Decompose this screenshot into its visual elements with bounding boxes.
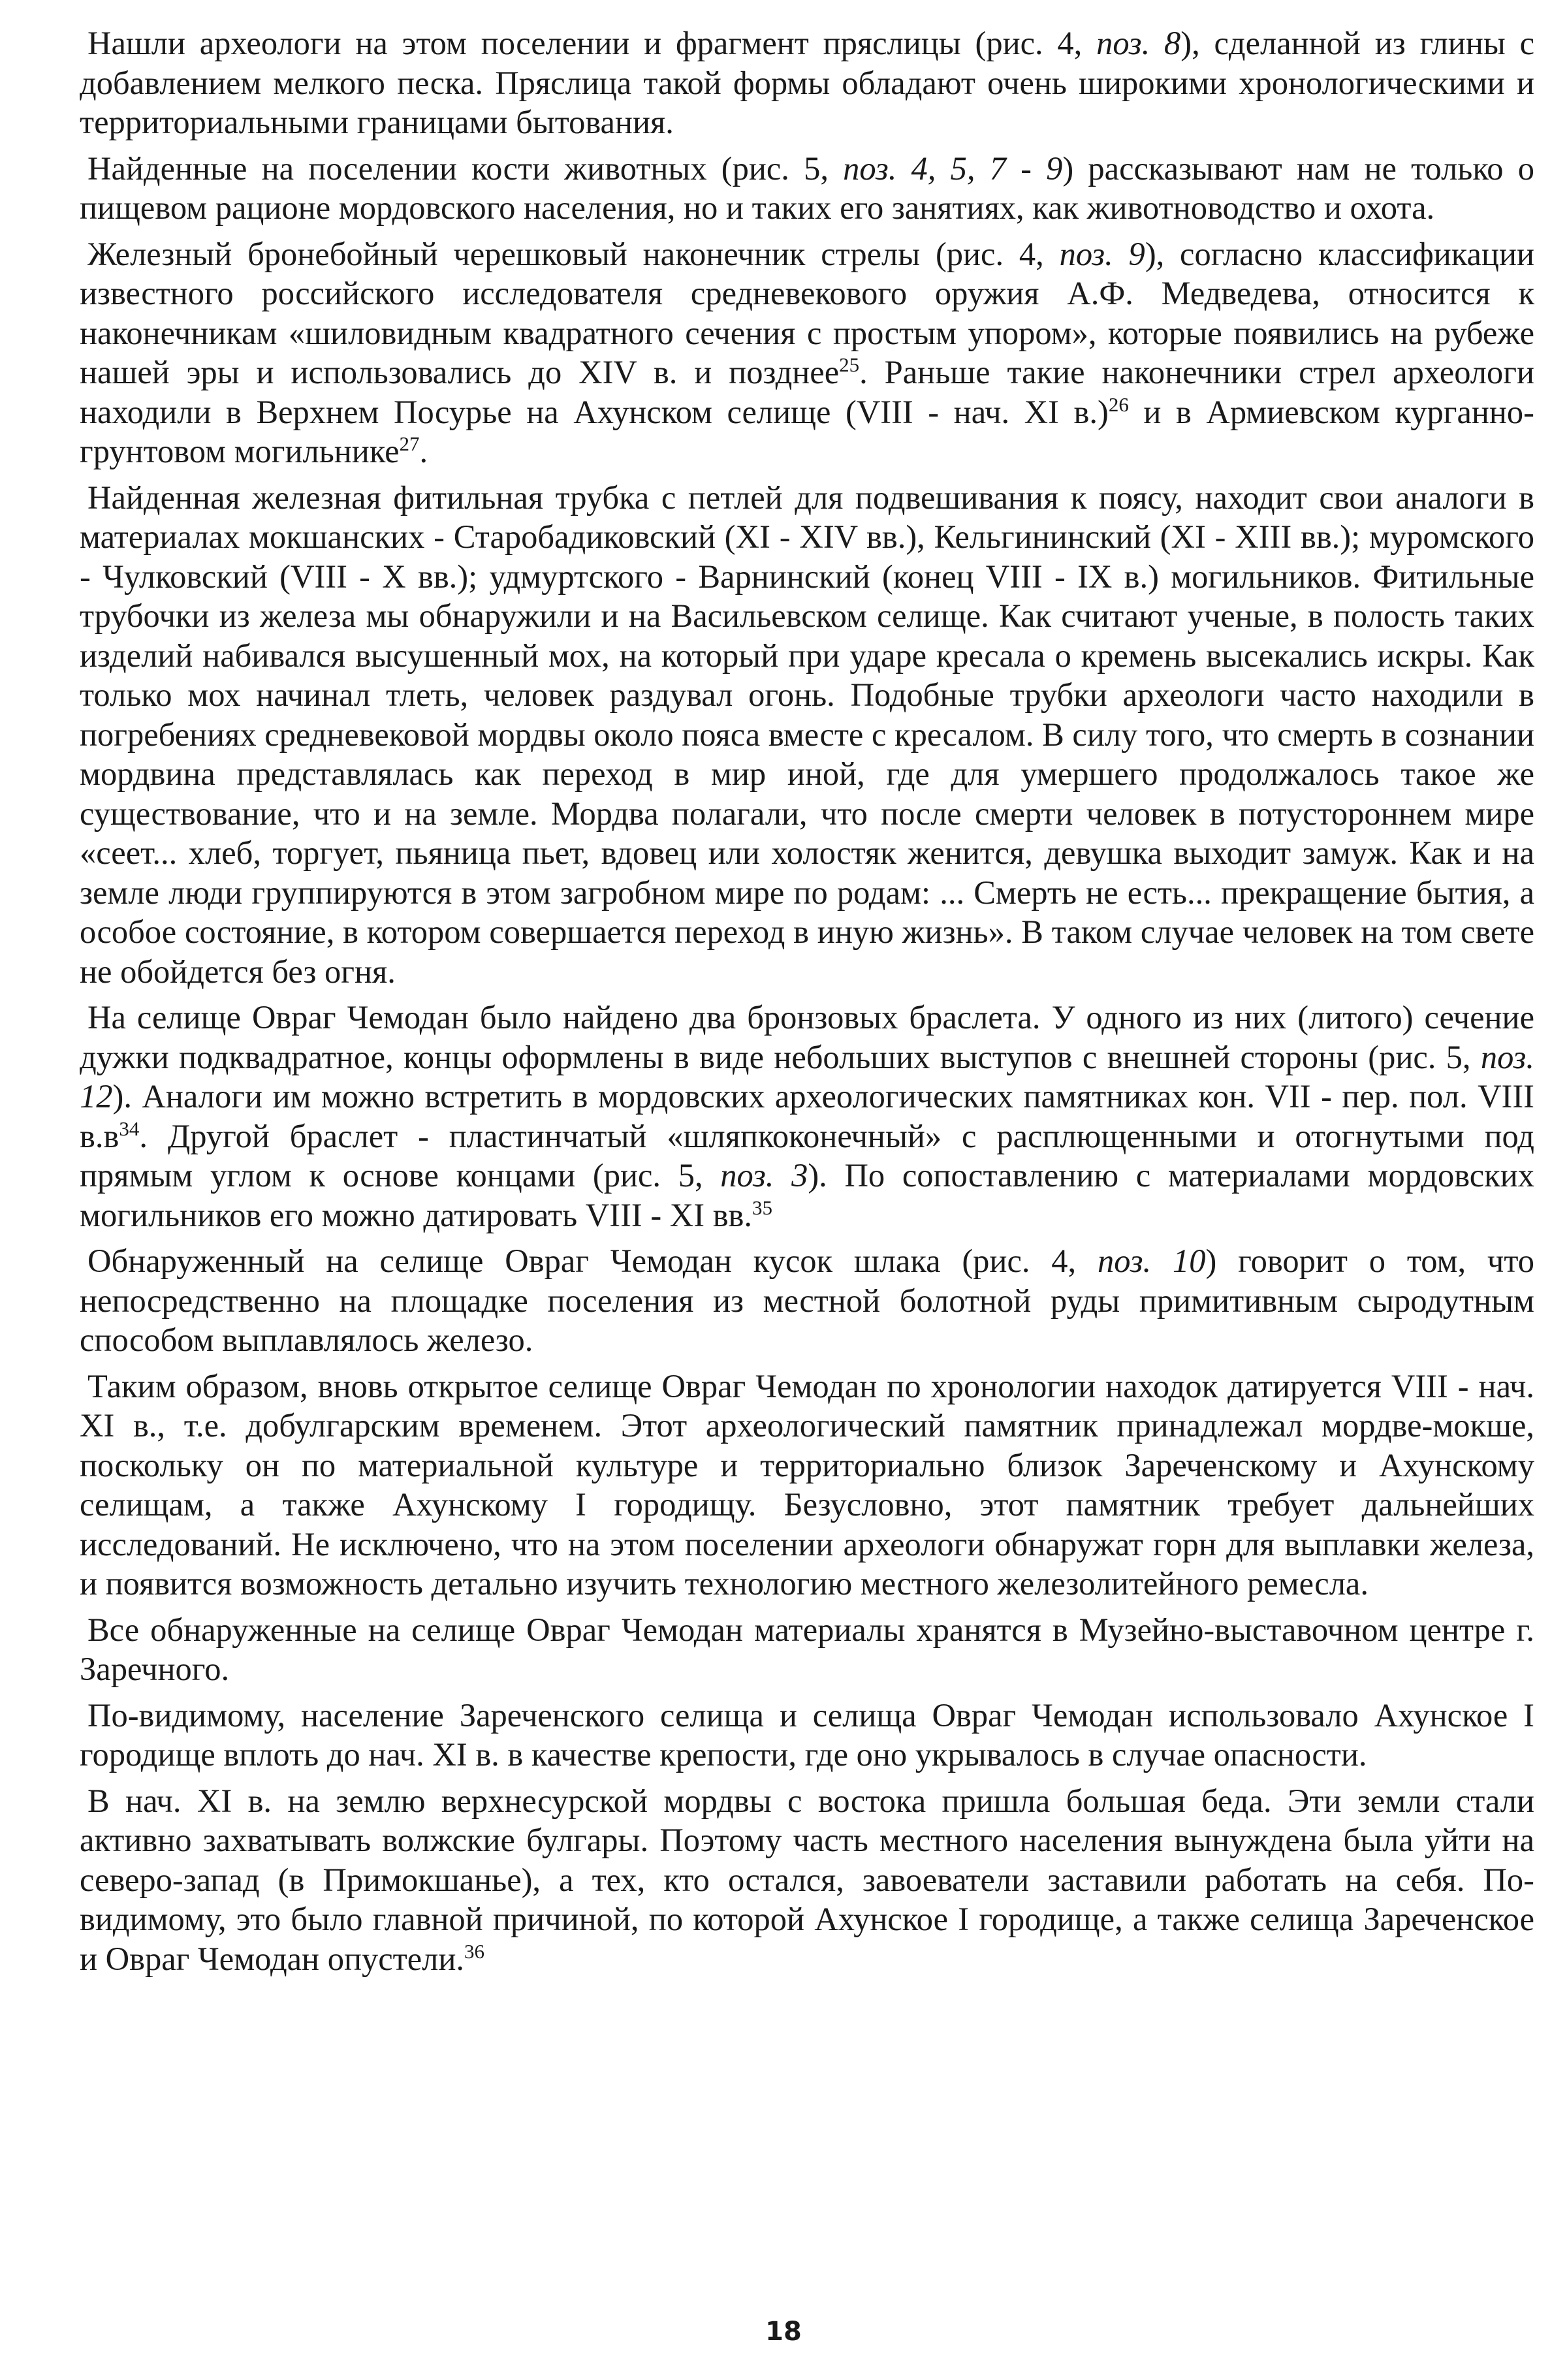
- footnote-ref[interactable]: 25: [839, 353, 860, 377]
- text-run: Найденная железная фитильная трубка с петлей для подвешивания к поясу, находит свои аналоги в материалах мокшанских - Старобадиковский (XI - XIV вв.), Кельгининский (XI - XIII вв.); муромского - Чулковский (VIII - X вв.); удмуртского - Варнинский (конец VIII - IX в.) могильников. Фитильные трубочки из железа мы обнаружили и на Васильевском селище. Как считают ученые, в полость таких изделий набивался высушенный мох, на который при ударе кресала о кремень высекались искры. Как только мох начинал тлеть, человек раздувал огонь. Подобные трубки археологи часто находили в погребениях средневековой мордвы около пояса вместе с кресалом. В силу того, что смерть в сознании мордвина представлялась как переход в мир иной, где для умершего продолжалось такое же существование, что и на земле. Мордва полагали, что после смерти человек в потустороннем мире «сеет... хлеб, торгует, пьяница пьет, вдовец или холостяк женится, девушка выходит замуж. Как и на земле люди группируются в этом загробном мире по родам: ... Смерть не есть... прекращение бытия, а особое состояние, в котором совершается переход в иную жизнь». В таком случае человек на том свете не обойдется без огня.: [80, 479, 1534, 990]
- text-run: На селище Овраг Чемодан было найдено два бронзовых браслета. У одного из них (литого) сечение дужки подквадратное, концы оформлены в виде небольших выступов с внешней стороны (рис. 5,: [80, 999, 1534, 1075]
- text-run: ). По сопоставлению с материалами мордовских могильников его можно датировать VIII - XI вв.: [80, 1157, 1534, 1233]
- paragraph-10: [80, 1781, 1534, 1979]
- text-run: ). Аналоги им можно встретить в мордовских археологических памятниках кон. VII - пер. пол. VIII в.в: [80, 1078, 1534, 1154]
- figure-position-ref: поз. 8: [1096, 25, 1181, 61]
- text-run: и в Армиевском курганно-грунтовом могильнике: [80, 393, 1534, 469]
- text-run: В нач. XI в. на землю верхнесурской мордвы с востока пришла большая беда. Эти земли стали активно захватывать волжские булгары. Поэтому часть местного населения вынуждена была уйти на северо-запад (в Примокшанье), а тех, кто остался, завоеватели заставили работать на себя. По-видимому, это было главной причиной, по которой Ахунское I городище, а также селища Зареченское и Овраг Чемодан опустели.: [80, 1782, 1534, 1977]
- text-run: ) говорит о том, что непосредственно на площадке поселения из местной болотной руды примитивным сыродутным способом выплавлялось железо.: [80, 1243, 1534, 1358]
- figure-position-ref: поз. 4, 5, 7 - 9: [843, 150, 1063, 187]
- paragraph-9: [80, 1696, 1534, 1775]
- text-run: По-видимому, население Зареченского селища и селища Овраг Чемодан использовало Ахунское I городище вплоть до нач. XI в. в качестве крепости, где оно укрывалось в случае опасности.: [80, 1696, 1534, 1773]
- page-body: [80, 24, 1534, 1985]
- footnote-ref[interactable]: 27: [399, 432, 420, 456]
- text-run: ) рассказывают нам не только о пищевом рационе мордовского населения, но и таких его занятиях, как животноводство и охота.: [80, 150, 1534, 226]
- paragraph-5: [80, 998, 1534, 1235]
- paragraph-3: [80, 234, 1534, 471]
- paragraph-1: [80, 24, 1534, 142]
- paragraph-2: [80, 149, 1534, 228]
- text-run: . Другой браслет - пластинчатый «шляпкоконечный» с расплющенными и отогнутыми под прямым углом к основе концами (рис. 5,: [80, 1117, 1534, 1194]
- footnote-ref[interactable]: 26: [1108, 392, 1129, 416]
- text-run: Нашли археологи на этом поселении и фрагмент пряслицы (рис. 4,: [87, 25, 1097, 61]
- text-run: ), сделанной из глины с добавлением мелкого песка. Пряслица такой формы обладают очень широкими хронологическими и территориальными границами бытования.: [80, 25, 1534, 140]
- footnote-ref[interactable]: 34: [119, 1117, 140, 1140]
- text-run: . Раньше такие наконечники стрел археологи находили в Верхнем Посурье на Ахунском селище (VIII - нач. XI в.): [80, 354, 1534, 430]
- text-run: Найденные на поселении кости животных (рис. 5,: [87, 150, 844, 187]
- text-run: Железный бронебойный черешковый наконечник стрелы (рис. 4,: [87, 235, 1060, 272]
- footnote-ref[interactable]: 35: [752, 1196, 773, 1219]
- text-run: Все обнаруженные на селище Овраг Чемодан материалы хранятся в Музейно-выставочном центре г. Заречного.: [80, 1611, 1534, 1687]
- figure-position-ref: поз. 9: [1059, 235, 1145, 272]
- paragraph-8: [80, 1610, 1534, 1689]
- text-run: .: [419, 433, 428, 469]
- figure-position-ref: поз. 12: [80, 1038, 1534, 1115]
- paragraph-7: [80, 1367, 1534, 1604]
- figure-position-ref: поз. 10: [1098, 1243, 1206, 1279]
- text-run: Таким образом, вновь открытое селище Овраг Чемодан по хронологии находок датируется VIII - нач. XI в., т.е. добулгарским временем. Этот археологический памятник принадлежал мордве-мокше, поскольку он по материальной культуре и территориально близок Зареченскому и Ахунскому селищам, а также Ахунскому I городищу. Безусловно, этот памятник требует дальнейших исследований. Не исключено, что на этом поселении археологи обнаружат горн для выплавки железа, и появится возможность детально изучить технологию местного железолитейного ремесла.: [80, 1367, 1534, 1602]
- paragraph-4: [80, 478, 1534, 992]
- figure-position-ref: поз. 3: [720, 1157, 808, 1194]
- paragraph-6: [80, 1241, 1534, 1360]
- footnote-ref[interactable]: 36: [464, 1939, 484, 1963]
- text-run: ), согласно классификации известного российского исследователя средневекового оружия А.Ф. Медведева, относится к наконечникам «шиловидным квадратного сечения с простым упором», которые появились на рубеже нашей эры и использовались до XIV в. и позднее: [80, 235, 1534, 390]
- text-run: Обнаруженный на селище Овраг Чемодан кусок шлака (рис. 4,: [87, 1243, 1098, 1279]
- page-number: 18: [765, 2317, 802, 2347]
